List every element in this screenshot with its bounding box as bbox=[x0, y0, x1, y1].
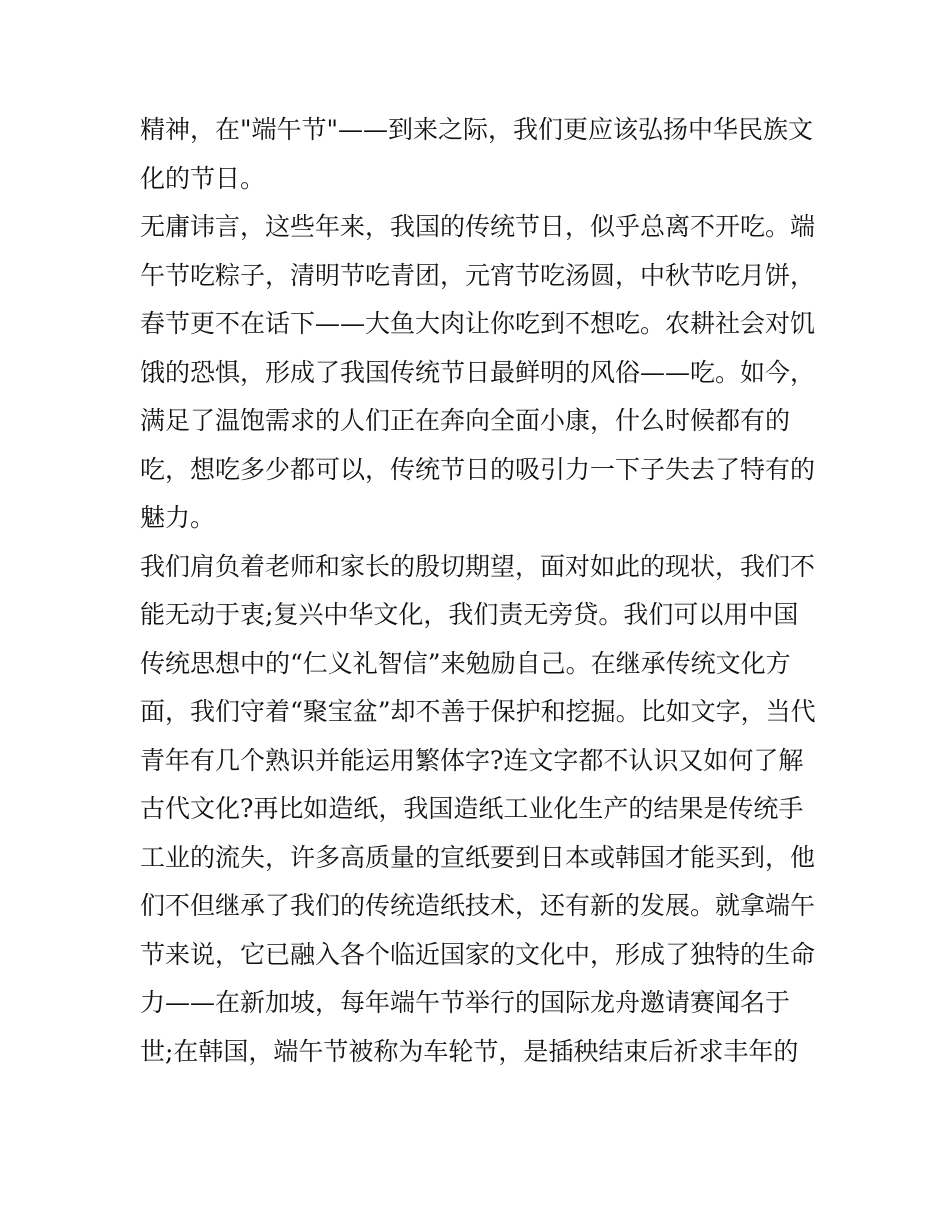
text-line: 化的节日。 bbox=[140, 163, 266, 193]
document-text-body bbox=[140, 106, 820, 1076]
text-line: 们不但继承了我们的传统造纸技术，还有新的发展。就拿端午 bbox=[140, 891, 816, 920]
text-line: 满足了温饱需求的人们正在奔向全面小康，什么时候都有的 bbox=[140, 406, 791, 435]
text-line: 春节更不在话下——大鱼大肉让你吃到不想吃。农耕社会对饥 bbox=[140, 309, 816, 338]
text-line: 吃，想吃多少都可以，传统节日的吸引力一下子失去了特有的 bbox=[140, 454, 816, 484]
text-line: 无庸讳言，这些年来，我国的传统节日，似乎总离不开吃。端 bbox=[140, 212, 816, 241]
text-line: 节来说，它已融入各个临近国家的文化中，形成了独特的生命 bbox=[140, 939, 816, 969]
text-line: 午节吃粽子，清明节吃青团，元宵节吃汤圆，中秋节吃月饼， bbox=[140, 260, 816, 290]
text-line: 魅力。 bbox=[140, 503, 216, 532]
text-line: 面，我们守着“聚宝盆”却不善于保护和挖掘。比如文字，当代 bbox=[140, 697, 816, 726]
text-line: 我们肩负着老师和家长的殷切期望，面对如此的现状，我们不 bbox=[140, 551, 816, 581]
text-line: 工业的流失，许多高质量的宣纸要到日本或韩国才能买到，他 bbox=[140, 842, 816, 872]
text-line: 传统思想中的“仁义礼智信”来勉励自己。在继承传统文化方 bbox=[140, 648, 791, 678]
text-line: 饿的恐惧，形成了我国传统节日最鲜明的风俗——吃。如今， bbox=[140, 357, 816, 387]
text-line: 力——在新加坡，每年端午节举行的国际龙舟邀请赛闻名于 bbox=[140, 988, 791, 1017]
text-line: 世;在韩国，端午节被称为车轮节，是插秧结束后祈求丰年的 bbox=[140, 1036, 799, 1066]
text-line: 青年有几个熟识并能运用繁体字?连文字都不认识又如何了解 bbox=[140, 745, 804, 775]
text-line: 精神，在"端午节"——到来之际，我们更应该弘扬中华民族文 bbox=[140, 115, 814, 144]
text-line: 古代文化?再比如造纸，我国造纸工业化生产的结果是传统手 bbox=[140, 794, 804, 823]
text-line: 能无动于衷;复兴中华文化，我们责无旁贷。我们可以用中国 bbox=[140, 600, 799, 629]
